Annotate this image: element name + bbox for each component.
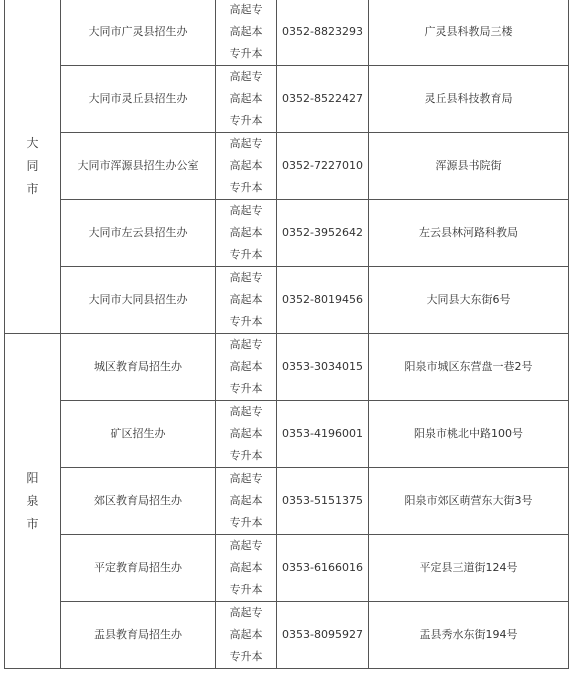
office-address: 阳泉市桃北中路100号 xyxy=(369,401,569,468)
level-label: 高起专 xyxy=(229,405,263,418)
level-label: 高起专 xyxy=(229,606,263,619)
level-label: 专升本 xyxy=(229,315,263,328)
level-label: 高起专 xyxy=(229,539,263,552)
level-label: 高起本 xyxy=(229,628,263,641)
level-label: 高起专 xyxy=(229,204,263,217)
table-row xyxy=(5,133,569,200)
level-label: 专升本 xyxy=(229,47,263,60)
office-address: 大同县大东街6号 xyxy=(369,267,569,334)
office-name: 大同市左云县招生办 xyxy=(61,200,216,267)
level-cell xyxy=(216,66,277,133)
level-cell xyxy=(216,535,277,602)
level-label: 高起本 xyxy=(229,561,263,574)
city-name: 大 同 市 xyxy=(26,135,39,196)
level-cell xyxy=(216,602,277,669)
level-label: 高起专 xyxy=(229,3,263,16)
table-row xyxy=(5,0,569,66)
level-cell xyxy=(216,468,277,535)
phone-number: 0352-7227010 xyxy=(277,133,369,200)
level-label: 专升本 xyxy=(229,650,263,663)
office-address: 阳泉市郊区萌营东大街3号 xyxy=(369,468,569,535)
level-label: 高起本 xyxy=(229,427,263,440)
level-label: 高起专 xyxy=(229,70,263,83)
table-row xyxy=(5,267,569,334)
office-name: 城区教育局招生办 xyxy=(61,334,216,401)
level-label: 高起专 xyxy=(229,472,263,485)
level-label: 专升本 xyxy=(229,516,263,529)
level-label: 高起专 xyxy=(229,271,263,284)
phone-number: 0352-3952642 xyxy=(277,200,369,267)
office-address: 广灵县科教局三楼 xyxy=(369,0,569,66)
office-address: 阳泉市城区东营盘一巷2号 xyxy=(369,334,569,401)
office-address: 灵丘县科技教育局 xyxy=(369,66,569,133)
table-row xyxy=(5,602,569,669)
office-name: 平定教育局招生办 xyxy=(61,535,216,602)
level-label: 专升本 xyxy=(229,114,263,127)
phone-number: 0353-6166016 xyxy=(277,535,369,602)
level-label: 专升本 xyxy=(229,583,263,596)
city-name: 阳 泉 市 xyxy=(26,470,39,531)
level-label: 高起本 xyxy=(229,360,263,373)
office-name: 矿区招生办 xyxy=(61,401,216,468)
level-label: 专升本 xyxy=(229,382,263,395)
table-row xyxy=(5,200,569,267)
level-cell xyxy=(216,200,277,267)
table-body xyxy=(5,0,569,669)
level-label: 高起专 xyxy=(229,338,263,351)
office-address: 左云县林河路科教局 xyxy=(369,200,569,267)
table-row xyxy=(5,535,569,602)
phone-number: 0353-3034015 xyxy=(277,334,369,401)
phone-number: 0353-8095927 xyxy=(277,602,369,669)
table-row xyxy=(5,468,569,535)
table-row xyxy=(5,66,569,133)
level-cell xyxy=(216,334,277,401)
table-row xyxy=(5,401,569,468)
level-label: 高起本 xyxy=(229,293,263,306)
phone-number: 0352-8522427 xyxy=(277,66,369,133)
phone-number: 0352-8823293 xyxy=(277,0,369,66)
office-name: 大同市灵丘县招生办 xyxy=(61,66,216,133)
level-cell xyxy=(216,267,277,334)
level-label: 专升本 xyxy=(229,248,263,261)
office-name: 大同市广灵县招生办 xyxy=(61,0,216,66)
office-name: 大同市大同县招生办 xyxy=(61,267,216,334)
city-cell xyxy=(5,0,61,334)
office-name: 大同市浑源县招生办公室 xyxy=(61,133,216,200)
level-label: 高起本 xyxy=(229,494,263,507)
level-label: 高起本 xyxy=(229,159,263,172)
office-address: 盂县秀水东街194号 xyxy=(369,602,569,669)
level-label: 专升本 xyxy=(229,449,263,462)
level-cell xyxy=(216,401,277,468)
admissions-office-table xyxy=(4,0,569,669)
office-name: 郊区教育局招生办 xyxy=(61,468,216,535)
level-cell xyxy=(216,0,277,66)
level-label: 专升本 xyxy=(229,181,263,194)
phone-number: 0353-5151375 xyxy=(277,468,369,535)
table-row xyxy=(5,334,569,401)
office-name: 盂县教育局招生办 xyxy=(61,602,216,669)
level-label: 高起本 xyxy=(229,226,263,239)
phone-number: 0352-8019456 xyxy=(277,267,369,334)
level-label: 高起专 xyxy=(229,137,263,150)
level-label: 高起本 xyxy=(229,25,263,38)
level-label: 高起本 xyxy=(229,92,263,105)
city-cell xyxy=(5,334,61,669)
office-address: 浑源县书院街 xyxy=(369,133,569,200)
phone-number: 0353-4196001 xyxy=(277,401,369,468)
office-address: 平定县三道街124号 xyxy=(369,535,569,602)
level-cell xyxy=(216,133,277,200)
